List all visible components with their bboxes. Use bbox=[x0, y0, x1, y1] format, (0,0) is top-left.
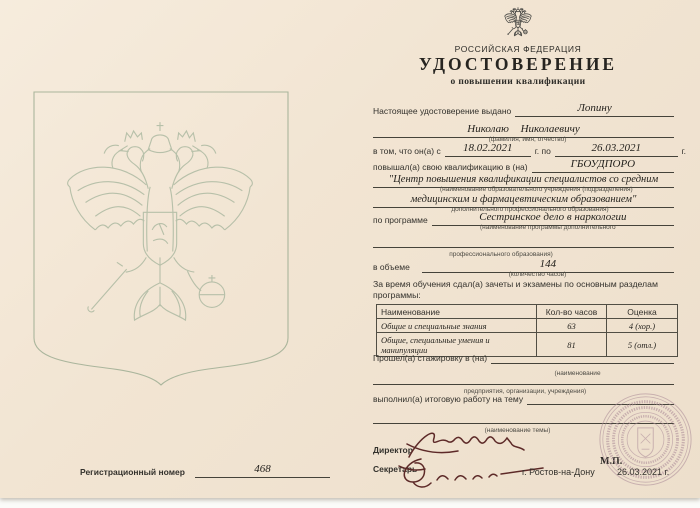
internship-caption2: предприятия, организации, учреждения) bbox=[463, 388, 587, 395]
org-line2-value: медицинским и фармацевтическим образованием" bbox=[410, 194, 637, 205]
program-label: по программе bbox=[373, 215, 428, 225]
watermark-eagle-icon bbox=[62, 120, 258, 336]
fio-caption: (фамилия, имя, отчество) bbox=[488, 136, 567, 143]
registration-number-label: Регистрационный номер bbox=[80, 467, 185, 477]
issued-to-row bbox=[373, 98, 674, 117]
program-caption1: (наименование программы дополнительного bbox=[480, 224, 616, 231]
issued-to-label: Настоящее удостоверение выдано bbox=[373, 106, 512, 116]
period-suffix-label: г. bbox=[681, 146, 686, 156]
org-line1-value: "Центр повышения квалификации специалистов со средним bbox=[388, 174, 659, 185]
registration-number-row bbox=[80, 459, 330, 478]
internship-label: Прошел(а) стажировку в (на) bbox=[373, 353, 488, 363]
internship-continuation-line bbox=[373, 377, 674, 385]
secretary-label: Секретарь bbox=[373, 464, 418, 474]
table-row-hours: 81 bbox=[537, 332, 607, 356]
table-header-hours: Кол-во часов bbox=[537, 305, 607, 318]
table-row-grade: 4 (хор.) bbox=[607, 318, 677, 332]
table-header-name: Наименование bbox=[377, 305, 537, 318]
internship-row bbox=[373, 353, 674, 364]
org-caption2: дополнительного профессионального образования) bbox=[451, 206, 609, 213]
certificate-title: УДОСТОВЕРЕНИЕ bbox=[418, 54, 618, 74]
final-work-caption: (наименование темы) bbox=[484, 427, 551, 434]
issue-date-label: 26.03.2021 г. bbox=[617, 467, 670, 477]
internship-caption1: (наименование bbox=[554, 370, 601, 377]
program-continuation-line bbox=[373, 240, 674, 248]
volume-caption: (количество часов) bbox=[508, 271, 567, 278]
date-from-value: 18.02.2021 bbox=[462, 142, 513, 154]
city-label: г. Ростов-на-Дону bbox=[522, 467, 595, 477]
exams-paragraph: За время обучения сдал(а) зачеты и экзамены по основным разделам программы: bbox=[373, 279, 658, 300]
country-heading: РОССИЙСКАЯ ФЕДЕРАЦИЯ bbox=[454, 44, 582, 54]
seal-place-label: М.П. bbox=[600, 456, 623, 467]
final-work-label: выполнил(а) итоговую работу на тему bbox=[373, 394, 524, 404]
registration-number-value: 468 bbox=[254, 463, 271, 475]
program-value: Сестринское дело в наркологии bbox=[479, 211, 627, 223]
table-row-name: Общие, специальные умения и манипуляции bbox=[377, 332, 537, 356]
period-prefix-label: в том, что он(а) с bbox=[373, 146, 441, 156]
certificate-subtitle: о повышении квалификации bbox=[450, 77, 586, 87]
program-caption2: профессионального образования) bbox=[449, 251, 553, 258]
table-row-name: Общие и специальные знания bbox=[377, 318, 537, 332]
table-row-grade: 5 (отл.) bbox=[607, 332, 677, 356]
name-patronymic-value: Николаю Николаевичу bbox=[467, 123, 580, 135]
date-to-value: 26.03.2021 bbox=[591, 142, 641, 154]
volume-label: в объеме bbox=[373, 262, 410, 272]
org-short-value: ГБОУДПОРО bbox=[570, 158, 636, 170]
grades-table bbox=[376, 304, 678, 357]
period-mid-label: г. по bbox=[534, 146, 551, 156]
org-caption1: (наименование образовательного учреждения (подразделения) bbox=[440, 186, 633, 193]
table-header-grade: Оценка bbox=[627, 307, 657, 317]
emblem-eagle-icon bbox=[504, 7, 532, 38]
volume-value: 144 bbox=[539, 258, 557, 270]
surname-value: Лопину bbox=[577, 102, 612, 114]
director-label: Директор bbox=[373, 445, 413, 455]
improved-label: повышал(а) свою квалификацию в (на) bbox=[373, 162, 528, 172]
table-row-hours: 63 bbox=[537, 318, 607, 332]
